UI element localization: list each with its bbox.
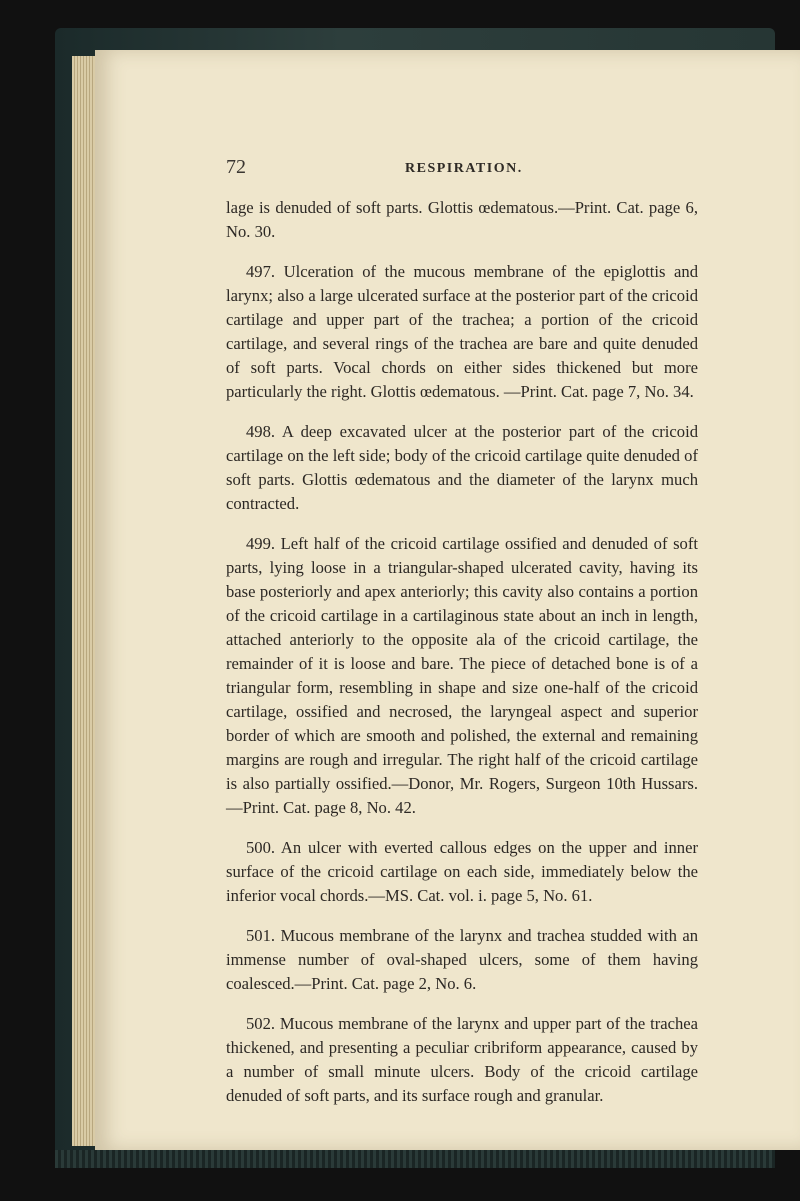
paragraph-502: 502. Mucous membrane of the larynx and upper part of the trachea thickened, and presenting a peculiar cribriform appearance, caused by a number of small minute ulcers. Body of the cricoid cartilage denuded of soft parts, and its surface rough and granular.: [226, 1014, 698, 1105]
paragraph-500: 500. An ulcer with everted callous edges on the upper and inner surface of the cricoid cartilage on each side, immediately below the inferior vocal chords.—MS. Cat. vol. i. page 5, No. 61.: [226, 838, 698, 905]
paragraph-499: 499. Left half of the cricoid cartilage ossified and denuded of soft parts, lying loose in a triangular-shaped ulcerated cavity, having its base posteriorly and apex anteriorly; this cavity also contains a portion of the cricoid cartilage in a cartilaginous state about an inch in length, attached anteriorly to the opposite ala of the cricoid cartilage, the remainder of it is loose and bare. The piece of detached bone is of a triangular form, resembling in shape and size one-half of the cricoid cartilage, ossified and necrosed, the laryngeal aspect and superior border of which are smooth and polished, the external and remaining margins are rough and irregular. The right half of the cricoid cartilage is also partially ossified.—Donor, Mr. Rogers, Surgeon 10th Hussars.—Print. Cat. page 8, No. 42.: [226, 534, 698, 817]
paragraph-continued: lage is denuded of soft parts. Glottis œdematous.—Print. Cat. page 6, No. 30.: [226, 198, 698, 241]
paragraph-498: 498. A deep excavated ulcer at the posterior part of the cricoid cartilage on the left side; body of the cricoid cartilage quite denuded of soft parts. Glottis œdematous and the diameter of the larynx much contracted.: [226, 422, 698, 513]
paragraph-501: 501. Mucous membrane of the larynx and trachea studded with an immense number of oval-shaped ulcers, some of them having coalesced.—Print. Cat. page 2, No. 6.: [226, 926, 698, 993]
paragraph-497: 497. Ulceration of the mucous membrane of the epiglottis and larynx; also a large ulcerated surface at the posterior part of the cricoid cartilage and upper part of the trachea; a portion of the cricoid cartilage, and several rings of the trachea are bare and quite denuded of soft parts. Vocal chords on either sides thickened but more particularly the right. Glottis œdematous. —Print. Cat. page 7, No. 34.: [226, 262, 698, 401]
page-number: 72: [226, 156, 246, 178]
body-text: [226, 196, 698, 1124]
running-title: RESPIRATION.: [405, 161, 523, 176]
